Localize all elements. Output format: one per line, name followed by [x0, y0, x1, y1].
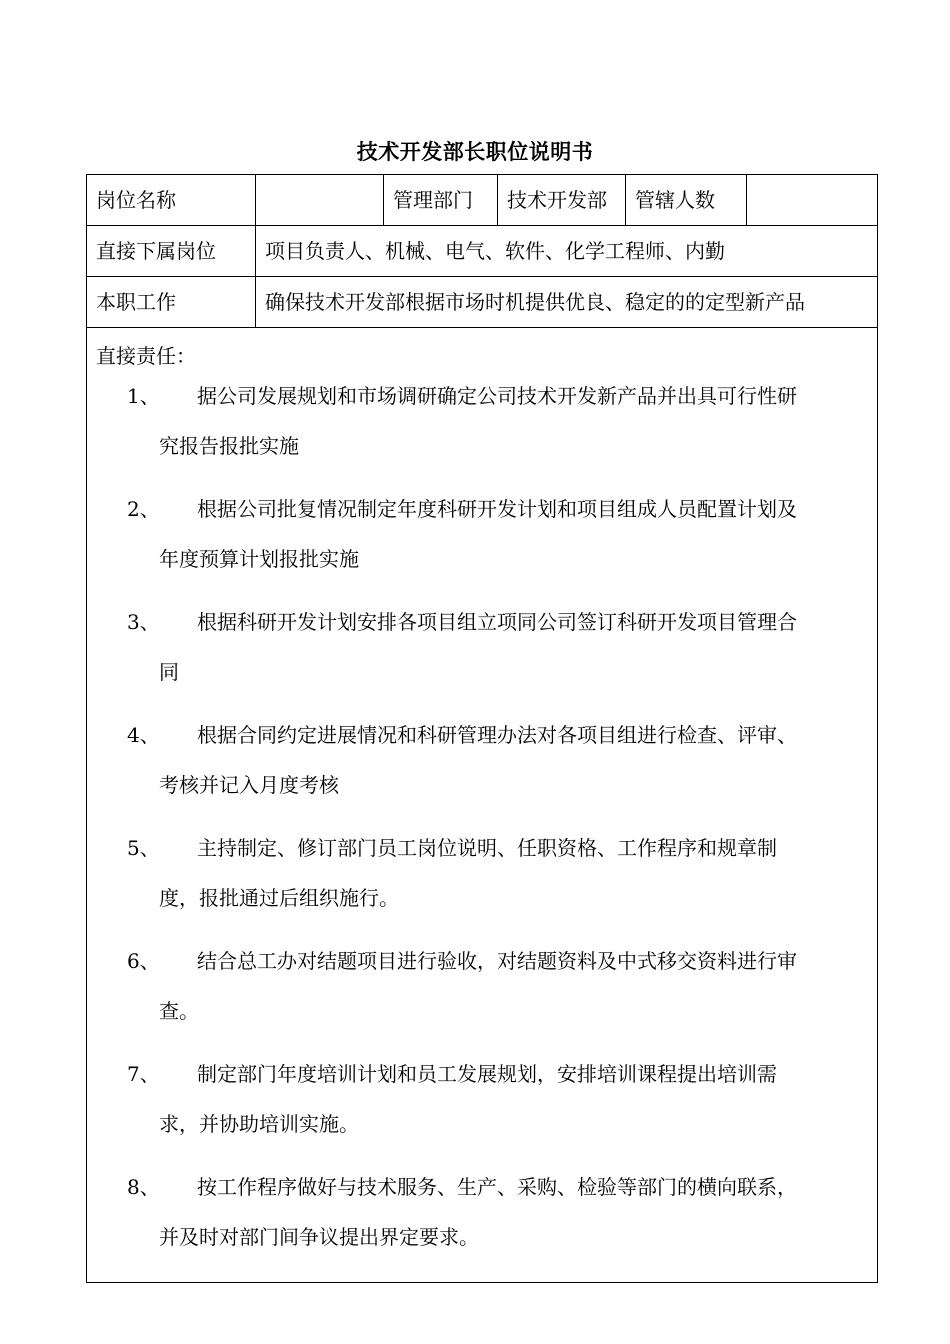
- duty-line: 同: [159, 660, 179, 684]
- duties-cell: [87, 328, 878, 1283]
- duty-number: 1、: [127, 384, 160, 408]
- duty-line: 根据公司批复情况制定年度科研开发计划和项目组成人员配置计划及: [197, 497, 797, 521]
- duty-line: 并及时对部门间争议提出界定要求。: [159, 1225, 479, 1249]
- duty-text: [159, 1162, 867, 1262]
- list-item: [87, 1062, 867, 1149]
- headcount-label: 管辖人数: [626, 175, 747, 226]
- duty-number: 3、: [127, 610, 160, 634]
- duty-line: 根据合同约定进展情况和科研管理办法对各项目组进行检查、评审、: [197, 723, 797, 747]
- duty-line: 按工作程序做好与技术服务、生产、采购、检验等部门的横向联系，: [197, 1175, 797, 1199]
- job-description-table: [86, 174, 878, 1283]
- duty-line: 求，并协助培训实施。: [159, 1112, 359, 1136]
- position-name-value: [256, 175, 384, 226]
- duty-line: 度，报批通过后组织施行。: [159, 886, 399, 910]
- duty-line: 据公司发展规划和市场调研确定公司技术开发新产品并出具可行性研: [197, 384, 797, 408]
- duty-text: [159, 371, 867, 471]
- department-label: 管理部门: [384, 175, 498, 226]
- table-row: [87, 226, 878, 277]
- department-value: 技术开发部: [498, 175, 626, 226]
- duty-line: 查。: [159, 999, 199, 1023]
- core-work-label: 本职工作: [87, 277, 256, 328]
- duties-heading: 直接责任：: [96, 344, 196, 368]
- list-item: [87, 384, 867, 471]
- table-row: [87, 328, 878, 1283]
- duty-number: 2、: [127, 497, 160, 521]
- duty-number: 8、: [127, 1175, 160, 1199]
- list-item: [87, 836, 867, 923]
- list-item: [87, 949, 867, 1036]
- duty-number: 4、: [127, 723, 160, 747]
- duty-text: [159, 823, 867, 923]
- subordinates-label: 直接下属岗位: [87, 226, 256, 277]
- duty-line: 年度预算计划报批实施: [159, 547, 359, 571]
- duty-text: [159, 484, 867, 584]
- table-row: [87, 175, 878, 226]
- list-item: [87, 723, 867, 810]
- list-item: [87, 610, 867, 697]
- core-work-value: 确保技术开发部根据市场时机提供优良、稳定的的定型新产品: [256, 277, 878, 328]
- headcount-value: [747, 175, 878, 226]
- duties-list: [87, 368, 877, 1282]
- duty-line: 究报告报批实施: [159, 434, 299, 458]
- document-title: 技术开发部长职位说明书: [356, 139, 594, 164]
- list-item: [87, 1175, 867, 1262]
- duty-text: [159, 710, 867, 810]
- duty-text: [159, 936, 867, 1036]
- position-name-label: 岗位名称: [87, 175, 256, 226]
- list-item: [87, 497, 867, 584]
- table-row: [87, 277, 878, 328]
- duty-line: 制定部门年度培训计划和员工发展规划，安排培训课程提出培训需: [197, 1062, 777, 1086]
- duty-text: [159, 597, 867, 697]
- duty-line: 结合总工办对结题项目进行验收，对结题资料及中式移交资料进行审: [197, 949, 797, 973]
- duty-text: [159, 1049, 867, 1149]
- duty-line: 根据科研开发计划安排各项目组立项同公司签订科研开发项目管理合: [197, 610, 797, 634]
- duty-number: 5、: [127, 836, 160, 860]
- duty-number: 7、: [127, 1062, 160, 1086]
- subordinates-value: 项目负责人、机械、电气、软件、化学工程师、内勤: [256, 226, 878, 277]
- duty-line: 考核并记入月度考核: [159, 773, 339, 797]
- duty-number: 6、: [127, 949, 160, 973]
- duty-line: 主持制定、修订部门员工岗位说明、任职资格、工作程序和规章制: [197, 836, 777, 860]
